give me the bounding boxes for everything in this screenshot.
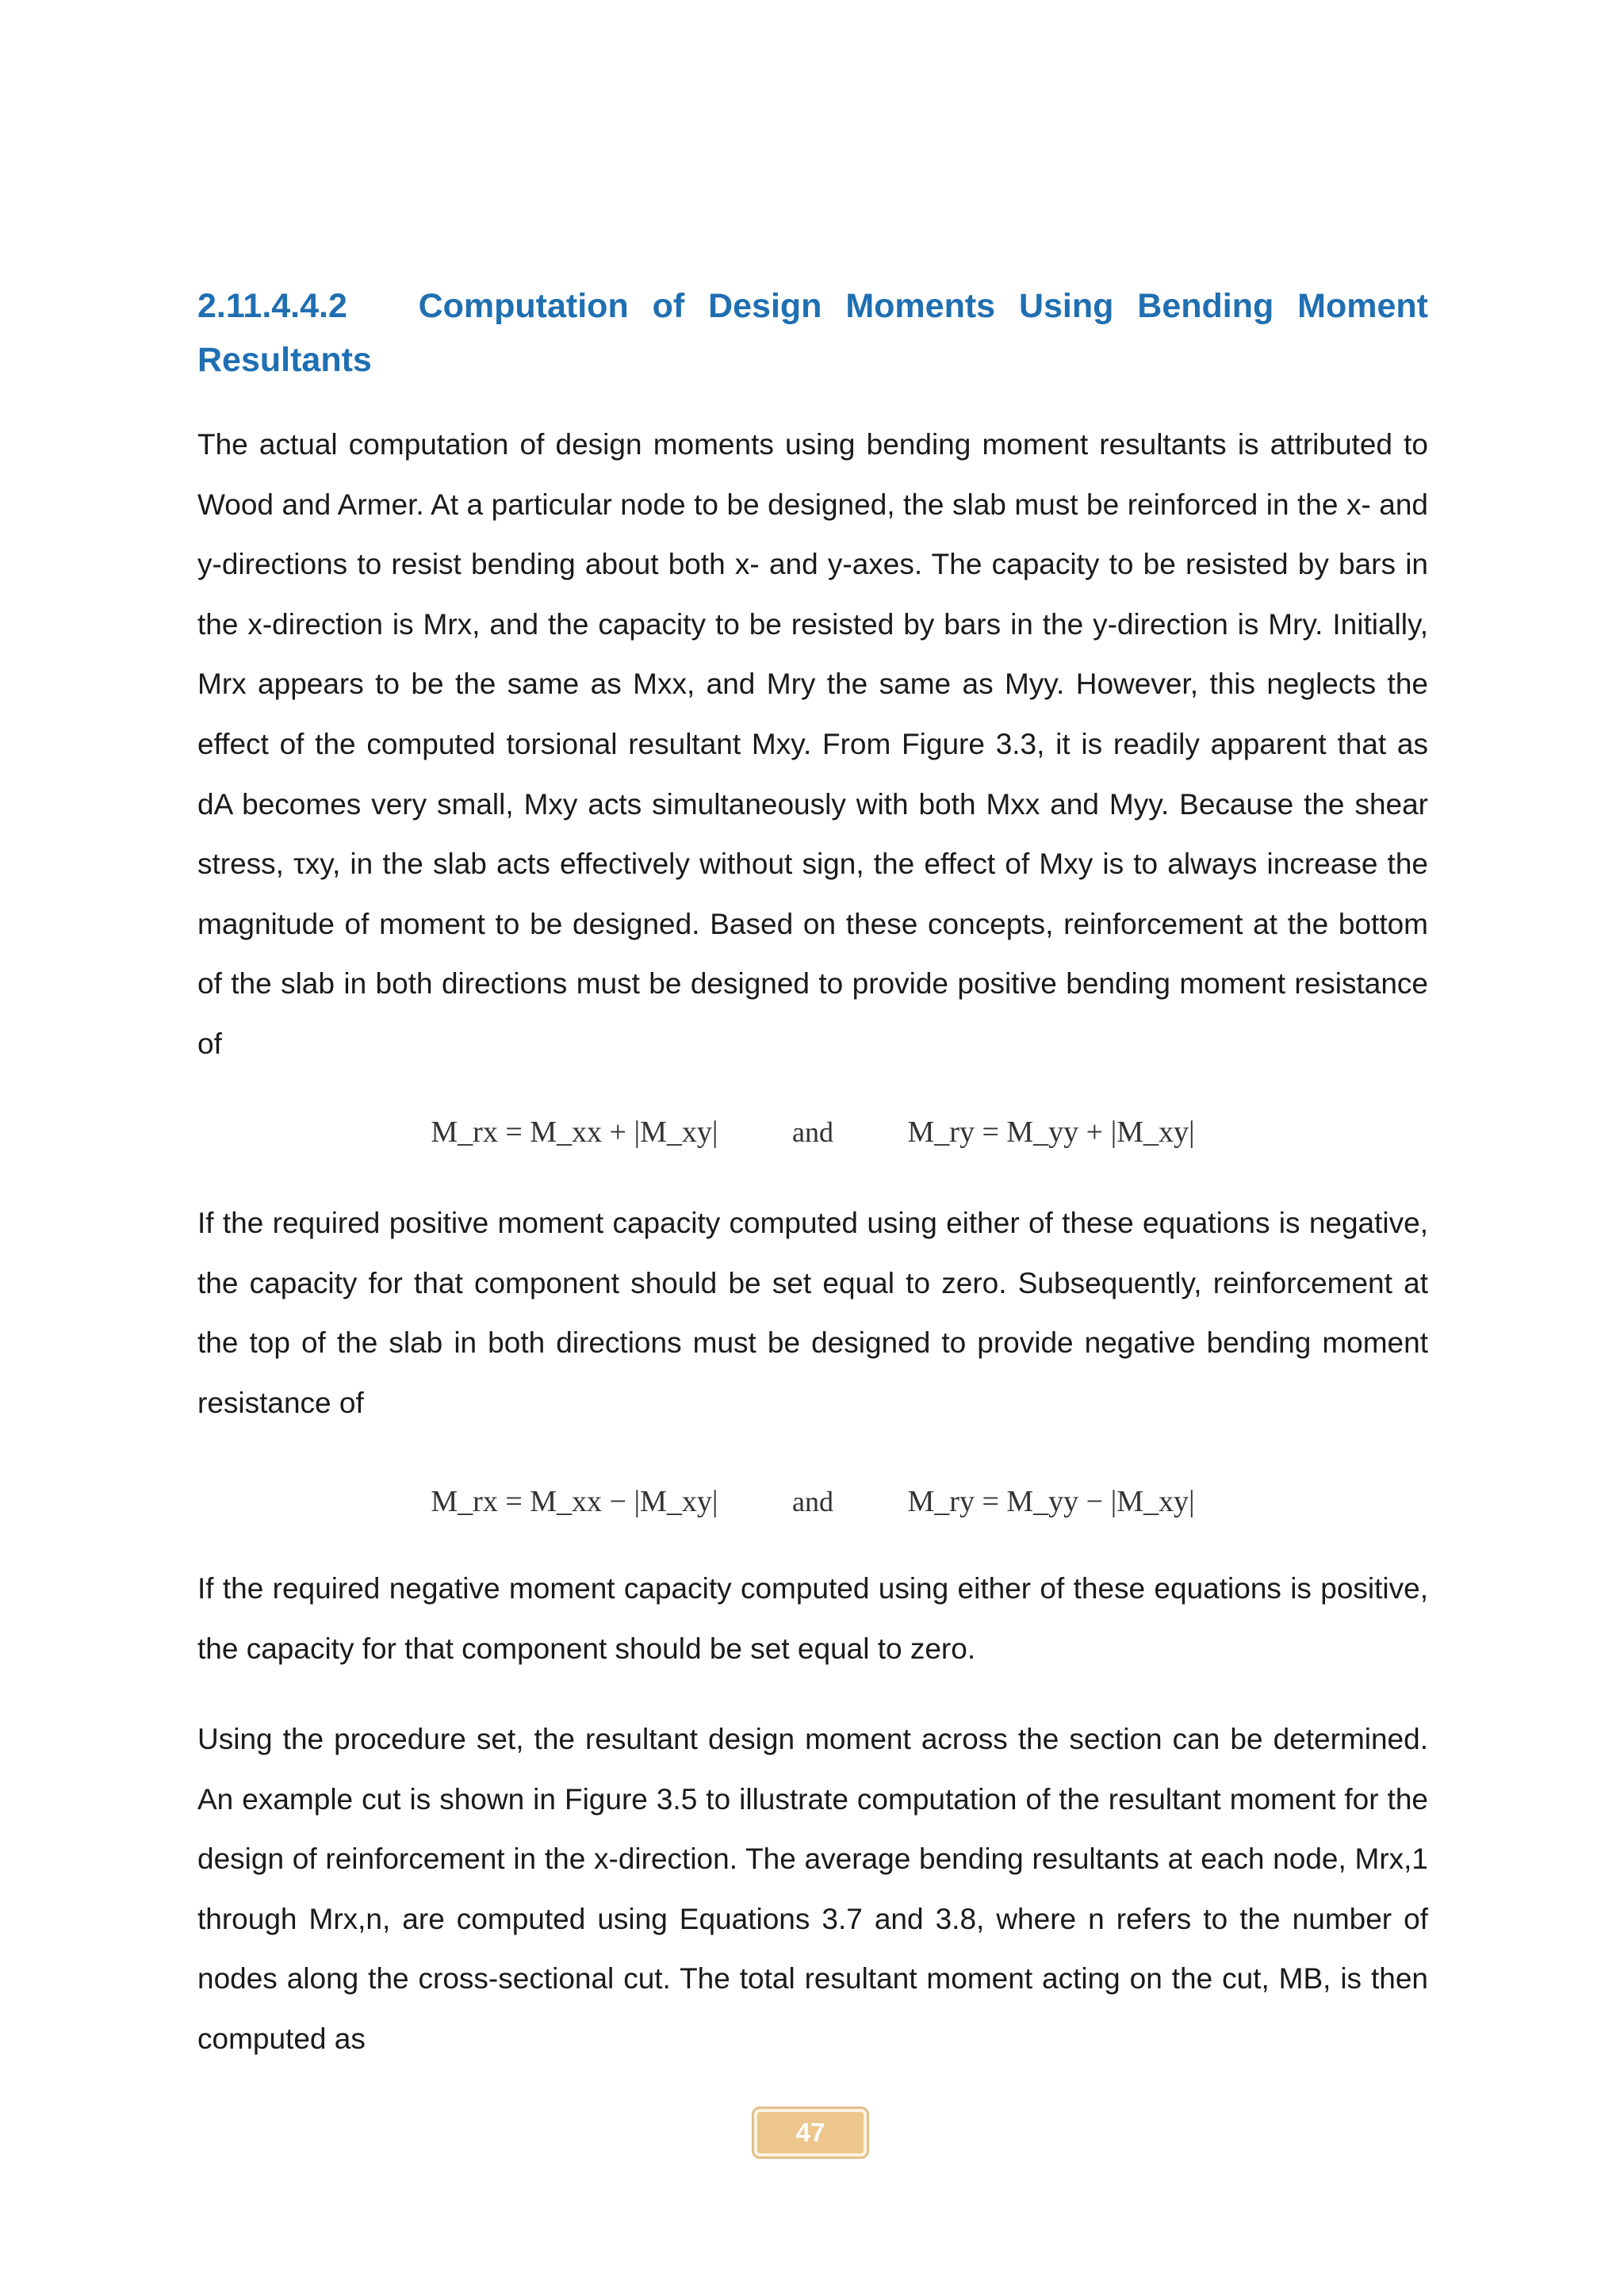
- page-number-badge: [752, 2107, 869, 2159]
- section-heading: [197, 279, 1428, 387]
- paragraph-negative-moment: If the required positive moment capacity computed using either of these equations is negative, the capacity for that component should be set equal to zero. Subsequently, reinforcement at the top of the slab in both directions must be designed to provide negative bending moment resistance of: [197, 1207, 1428, 1419]
- paragraph-zero-capacity: If the required negative moment capacity computed using either of these equations is positive, the capacity for that component should be set equal to zero.: [197, 1572, 1428, 1665]
- equation-connector: and: [792, 1486, 833, 1518]
- page-number: 47: [795, 2118, 825, 2147]
- equation-positive-y: M_ry = M_yy + |M_xy|: [907, 1115, 1195, 1150]
- section-number: 2.11.4.4.2: [197, 287, 347, 325]
- equation-positive-x: M_rx = M_xx + |M_xy|: [431, 1115, 718, 1150]
- equation-positive-moment: [197, 1098, 1428, 1161]
- paragraph-resultant-moment: Using the procedure set, the resultant design moment across the section can be determined. An example cut is shown in Figure 3.5 to illustrate computation of the resultant moment for the design of reinforcement in the x-direction. The average bending resultants at each node, Mrx,1 through Mrx,n, are computed using Equations 3.7 and 3.8, where n refers to the number of nodes along the cross-sectional cut. The total resultant moment acting on the cut, MB, is then computed as: [197, 1723, 1428, 2055]
- equation-negative-x: M_rx = M_xx − |M_xy|: [431, 1485, 718, 1519]
- paragraph-wood-armer: The actual computation of design moments using bending moment resultants is attributed to Wood and Armer. At a particular node to be designed, the slab must be reinforced in the x- and y-directions to resist bending about both x- and y-axes. The capacity to be resisted by bars in the x-direction is Mrx, and the capacity to be resisted by bars in the y-direction is Mry. Initially, Mrx appears to be the same as Mxx, and Mry the same as Myy. However, this neglects the effect of the computed torsional resultant Mxy. From Figure 3.3, it is readily apparent that as dA becomes very small, Mxy acts simultaneously with both Mxx and Myy. Because the shear stress, τxy, in the slab acts effectively without sign, the effect of Mxy is to always increase the magnitude of moment to be designed. Based on these concepts, reinforcement at the bottom of the slab in both directions must be designed to provide positive bending moment resistance of: [197, 428, 1428, 1060]
- equation-negative-y: M_ry = M_yy − |M_xy|: [907, 1485, 1195, 1519]
- section-title: Computation of Design Moments Using Bending Moment Resultants: [197, 287, 1428, 379]
- equation-connector: and: [792, 1116, 833, 1149]
- equation-negative-moment: [197, 1468, 1428, 1531]
